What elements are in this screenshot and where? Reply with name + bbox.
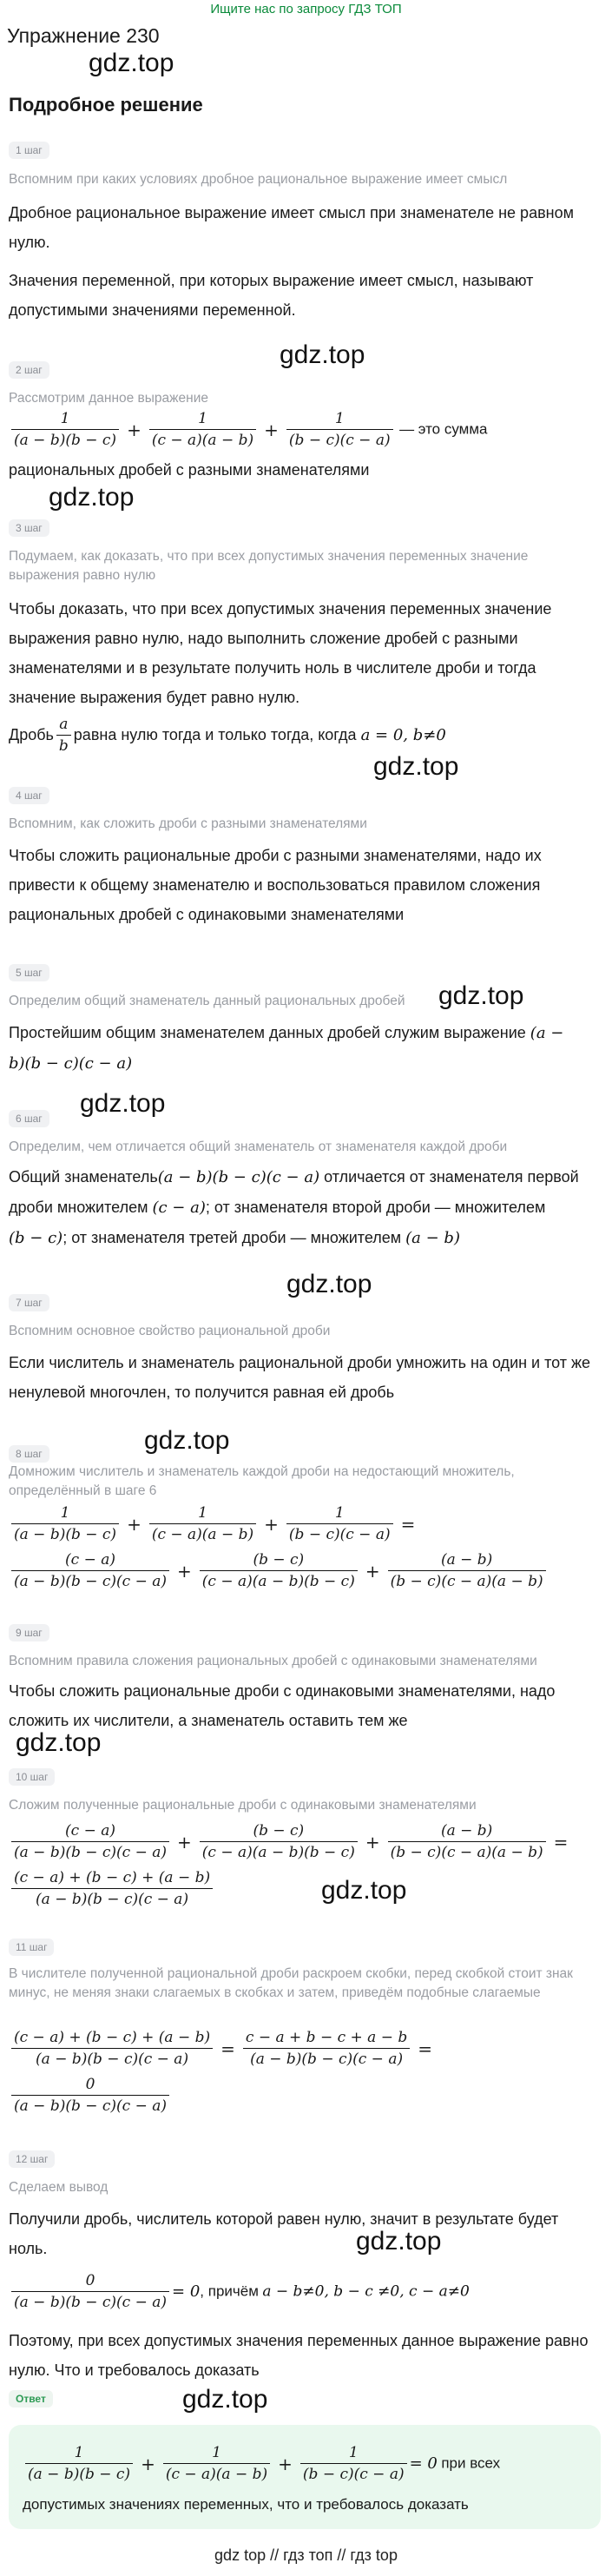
footer-links[interactable]: gdz top // гдз топ // гдз top bbox=[214, 2546, 398, 2564]
step-10-badge: 10 шаг bbox=[9, 1768, 55, 1786]
step-4-badge: 4 шаг bbox=[9, 787, 49, 804]
watermark: gdz.top bbox=[49, 483, 135, 512]
answer-text: допустимых значениях переменных, что и требовалось доказать bbox=[23, 2496, 469, 2513]
step-6-text: Общий знаменатель(a − b)(b − c)(c − a) отличается от знаменателя первой дроби множителем (c − a); от знаменателя второй дроби — множителем (b − c); от знаменателя третей дроби — множителем (a − b) bbox=[9, 1168, 579, 1247]
watermark: gdz.top bbox=[280, 340, 365, 369]
step-2-hint: Рассмотрим данное выражение bbox=[9, 391, 208, 406]
step-5-badge: 5 шаг bbox=[9, 964, 49, 981]
step-6-hint: Определим, чем отличается общий знаменатель от знаменателя каждой дроби bbox=[9, 1139, 508, 1154]
watermark: gdz.top bbox=[286, 1270, 372, 1298]
step-8-expression-1: $\frac{1}{(a - b)(b - c)}$ + $\frac{1}{(c - a)(a - b)}$ + $\frac{1}{(b - c)(c - a)}$ = bbox=[9, 1503, 420, 1545]
step-3-text: Чтобы доказать, что при всех допустимых значения переменных значение выражения равно нулю, надо выполнить сложение дробей с разными знаменателями и в результате получить ноль в числителе дроби и тогда значение выражения будет равно нулю. bbox=[9, 600, 552, 706]
step-5-hint: Определим общий знаменатель данный рациональных дробей bbox=[9, 994, 405, 1008]
step-3-badge: 3 шаг bbox=[9, 519, 49, 537]
step-1-text-2: Значения переменной, при которых выражение имеет смысл, называют допустимыми значениями переменной. bbox=[9, 272, 534, 319]
step-1-hint: Вспомним при каких условиях дробное рациональное выражение имеет смысл bbox=[9, 172, 508, 187]
step-12-expression: $\frac{0}{(a - b)(b - c)(c - a)}$ = 0, причём a − b≠0, b − c ≠0, c − a≠0 bbox=[9, 2270, 470, 2313]
step-2-badge: 2 шаг bbox=[9, 361, 49, 379]
step-9-hint: Вспомним правила сложения рациональных дробей с одинаковыми знаменателями bbox=[9, 1654, 537, 1668]
step-11-expression-2: $\frac{0}{(a - b)(b - c)(c - a)}$ bbox=[9, 2074, 172, 2117]
watermark: gdz.top bbox=[373, 752, 459, 781]
step-7-text: Если числитель и знаменатель рациональной дроби умножить на один и тот же ненулевой многочлен, то получится равная ей дробь bbox=[9, 1354, 591, 1401]
step-4-hint: Вспомним, как сложить дроби с разными знаменателями bbox=[9, 816, 367, 831]
step-9-badge: 9 шаг bbox=[9, 1624, 49, 1641]
step-11-badge: 11 шаг bbox=[9, 1939, 54, 1956]
page-title: Упражнение 230 bbox=[7, 24, 160, 47]
step-1-badge: 1 шаг bbox=[9, 142, 49, 159]
watermark: gdz.top bbox=[80, 1089, 166, 1118]
step-7-hint: Вспомним основное свойство рациональной дроби bbox=[9, 1324, 331, 1338]
answer-box bbox=[9, 2425, 601, 2529]
step-9-text: Чтобы сложить рациональные дроби с одинаковыми знаменателями, надо сложить их числители, а знаменатель оставить тем же bbox=[9, 1682, 556, 1729]
answer-expression: $\frac{1}{(a - b)(b - c)}$ + $\frac{1}{(c - a)(a - b)}$ + $\frac{1}{(b - c)(c - a)}$ = 0 при всех bbox=[23, 2442, 500, 2485]
watermark: gdz.top bbox=[321, 1876, 407, 1905]
step-3-condition: Дробь $\frac{a}{b}$ равна нулю тогда и только тогда, когда a = 0, b≠0 bbox=[9, 716, 446, 755]
step-8-badge: 8 шаг bbox=[9, 1445, 49, 1463]
step-8-hint: Домножим числитель и знаменатель каждой дроби на недостающий множитель, определённый в шаге 6 bbox=[9, 1464, 515, 1498]
step-2-expression: $\frac{1}{(a - b)(b - c)}$ + $\frac{1}{(c - a)(a - b)}$ + $\frac{1}{(b - c)(c - a)}$ — это сумма bbox=[9, 408, 488, 451]
step-11-hint: В числителе полученной рациональной дроби раскроем скобки, перед скобкой стоит знак минус, не меняя знаки слагаемых в скобках и затем, приведём подобные слагаемые bbox=[9, 1966, 573, 2000]
watermark: gdz.top bbox=[182, 2385, 268, 2414]
step-3-hint: Подумаем, как доказать, что при всех допустимых значения переменных значение выражения равно нулю bbox=[9, 549, 529, 583]
answer-badge: Ответ bbox=[9, 2390, 53, 2408]
solution-heading: Подробное решение bbox=[9, 94, 203, 116]
step-12-badge: 12 шаг bbox=[9, 2150, 55, 2168]
step-10-expression-1: $\frac{(c - a)}{(a - b)(b - c)(c - a)}$ + $\frac{(b - c)}{(c - a)(a - b)(b - c)}$ + $\frac{(a - b)}{(b - c)(c - a)(a - b)}$ = bbox=[9, 1820, 573, 1863]
watermark: gdz.top bbox=[356, 2227, 442, 2256]
step-7-badge: 7 шаг bbox=[9, 1294, 49, 1311]
watermark: gdz.top bbox=[16, 1728, 102, 1757]
step-5-text: Простейшим общим знаменателем данных дробей служим выражение (a − b)(b − c)(c − a) bbox=[9, 1024, 564, 1073]
watermark: gdz.top bbox=[438, 981, 524, 1010]
step-2-text: рациональных дробей с разными знаменателями bbox=[9, 461, 370, 479]
step-12-hint: Сделаем вывод bbox=[9, 2180, 109, 2195]
step-12-text: Получили дробь, числитель которой равен нулю, значит в результате будет ноль. bbox=[9, 2210, 559, 2257]
watermark: gdz.top bbox=[89, 49, 174, 77]
step-10-hint: Сложим полученные рациональные дроби с одинаковыми знаменателями bbox=[9, 1798, 477, 1813]
watermark: gdz.top bbox=[144, 1426, 230, 1455]
step-10-expression-2: $\frac{(c - a) + (b - c) + (a - b)}{(a - b)(b - c)(c - a)}$ bbox=[9, 1867, 215, 1910]
step-6-badge: 6 шаг bbox=[9, 1110, 49, 1127]
step-12-text-2: Поэтому, при всех допустимых значения переменных данное выражение равно нулю. Что и требовалось доказать bbox=[9, 2332, 589, 2379]
step-8-expression-2: $\frac{(c - a)}{(a - b)(b - c)(c - a)}$ + $\frac{(b - c)}{(c - a)(a - b)(b - c)}$ + $\frac{(a - b)}{(b - c)(c - a)(a - b)}$ bbox=[9, 1549, 549, 1592]
step-11-expression-1: $\frac{(c - a) + (b - c) + (a - b)}{(a - b)(b - c)(c - a)}$ = $\frac{c - a + b - c + a - b}{(a - b)(b - c)(c - a)}$ = bbox=[9, 2027, 438, 2070]
step-4-text: Чтобы сложить рациональные дроби с разными знаменателями, надо их привести к общему знаменателю и воспользоваться правилом сложения рациональных дробей с одинаковыми знаменателями bbox=[9, 847, 542, 923]
search-banner[interactable]: Ищите нас по запросу ГДЗ ТОП bbox=[210, 2, 402, 17]
step-1-text: Дробное рациональное выражение имеет смысл при знаменателе не равном нулю. bbox=[9, 204, 574, 251]
